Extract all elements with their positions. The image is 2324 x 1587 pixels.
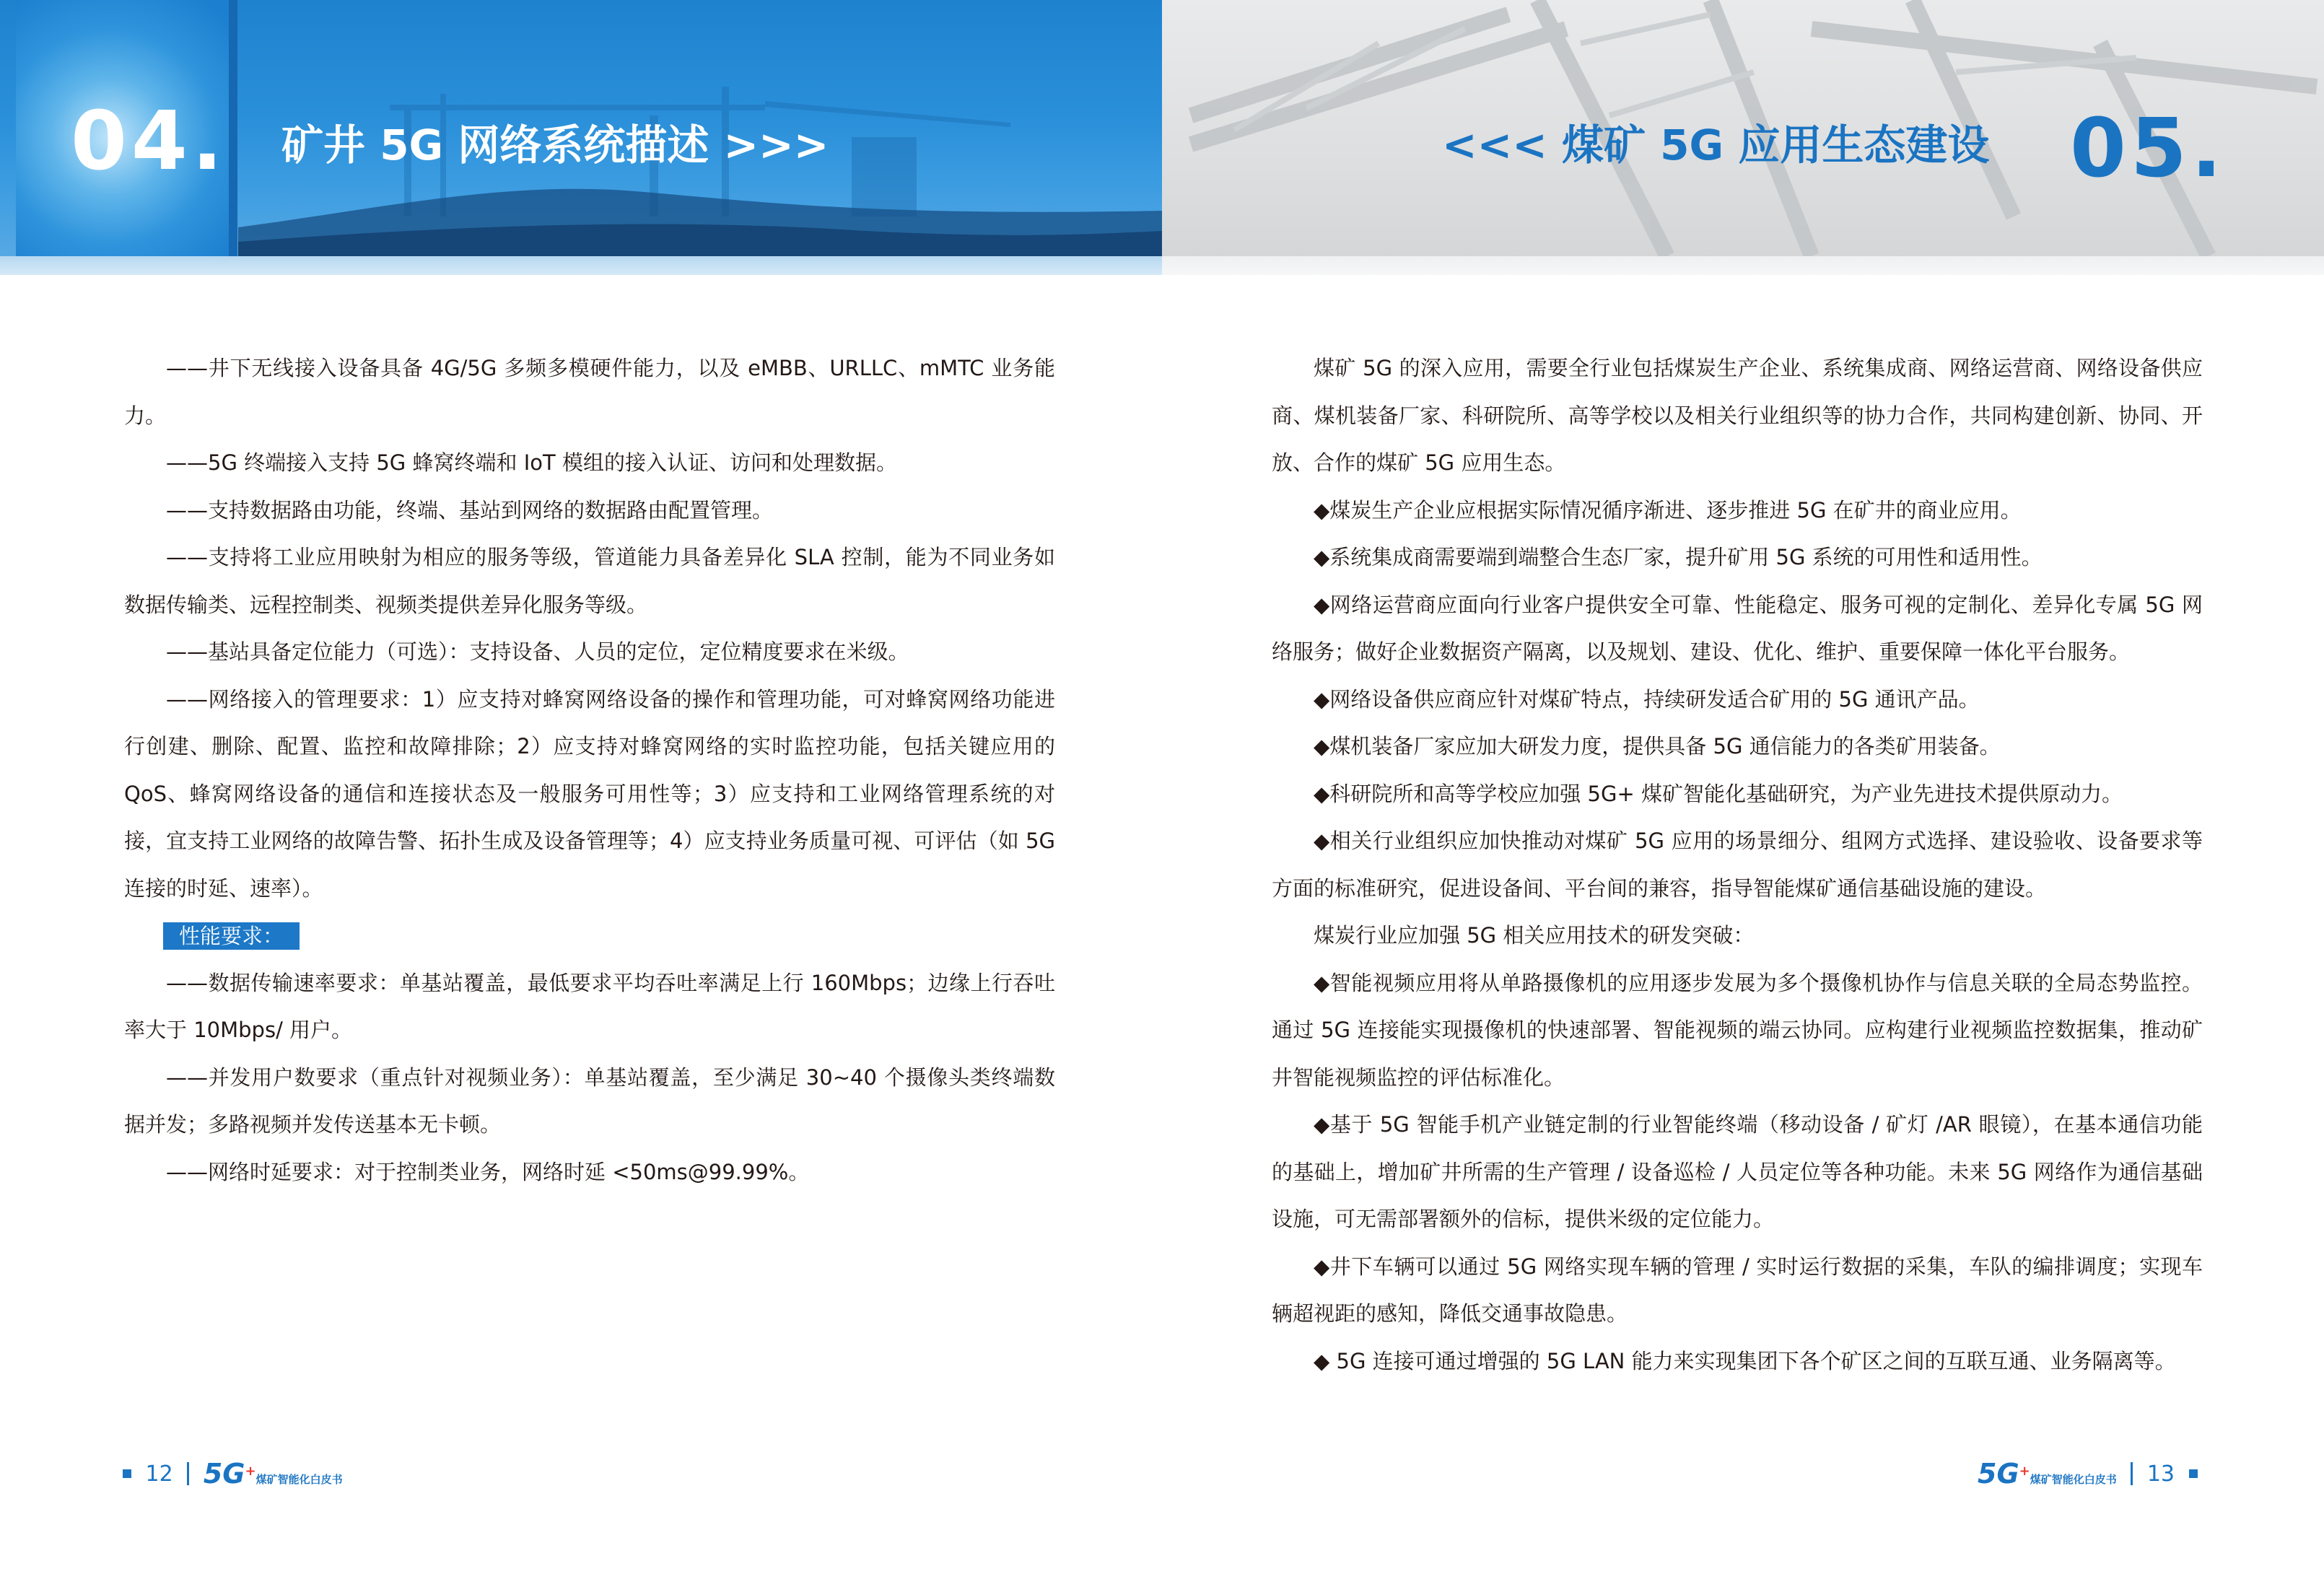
bullet-item: ◆科研院所和高等学校应加强 5G+ 煤矿智能化基础研究，为产业先进技术提供原动力。 [1314, 781, 2123, 806]
paragraph: ——网络时延要求：对于控制类业务，网络时延 <50ms@99.99%。 [166, 1159, 810, 1184]
paragraph: ——并发用户数要求（重点针对视频业务）：单基站覆盖，至少满足 30~40 个摄像头类终端数据并发；多路视频并发传送基本无卡顿。 [124, 1064, 1055, 1137]
bullet-item: ◆网络运营商应面向行业客户提供安全可靠、性能稳定、服务可视的定制化、差异化专属 5G 网络服务；做好企业数据资产隔离，以及规划、建设、优化、维护、重要保障一体化平台服务。 [1272, 592, 2203, 664]
logo-text: 煤矿智能化白皮书 [255, 1473, 343, 1486]
divider [2131, 1462, 2133, 1485]
paragraph: ——网络接入的管理要求：1）应支持对蜂窝网络设备的操作和管理功能，可对蜂窝网络功能进行创建、删除、配置、监控和故障排除；2）应支持对蜂窝网络的实时监控功能，包括关键应用的 QoS、蜂窝网络设备的通信和连接状态及一般服务可用性等；3）应支持和工业网络管理系统的对接，宜支持工业网络的故障告警、拓扑生成及设备管理等；4）应支持业务质量可视、可评估（如 5G 连接的时延、速率）。 [124, 686, 1055, 901]
performance-tag-row [124, 912, 1055, 960]
left-page-body [124, 345, 1055, 1196]
logo-5g: 5G [1978, 1458, 2019, 1490]
paragraph: ——支持数据路由功能，终端、基站到网络的数据路由配置管理。 [166, 497, 774, 523]
whitepaper-logo [204, 1458, 343, 1490]
bullet-item: ◆网络设备供应商应针对煤矿特点，持续研发适合矿用的 5G 通讯产品。 [1314, 686, 1980, 712]
bullet-item: ◆煤炭生产企业应根据实际情况循序渐进、逐步推进 5G 在矿井的商业应用。 [1314, 497, 2022, 523]
square-icon [2189, 1469, 2198, 1478]
paragraph: ——数据传输速率要求：单基站覆盖，最低要求平均吞吐率满足上行 160Mbps；边缘上行吞吐率大于 10Mbps/ 用户。 [124, 970, 1055, 1042]
footer-right [1970, 1458, 2198, 1494]
page-number: 13 [2146, 1461, 2175, 1487]
paragraph: ——5G 终端接入支持 5G 蜂窝终端和 IoT 模组的接入认证、访问和处理数据。 [166, 450, 897, 475]
paragraph: ——基站具备定位能力（可选）：支持设备、人员的定位，定位精度要求在米级。 [166, 639, 909, 664]
section-title-right: <<< 煤矿 5G 应用生态建设 [1442, 121, 1990, 170]
bullet-item: ◆相关行业组织应加快推动对煤矿 5G 应用的场景细分、组网方式选择、建设验收、设备要求等方面的标准研究，促进设备间、平台间的兼容，指导智能煤矿通信基础设施的建设。 [1272, 829, 2203, 901]
section-number-05: 05. [2070, 102, 2227, 196]
logo-plus: + [245, 1464, 256, 1479]
bullet-item: ◆智能视频应用将从单路摄像机的应用逐步发展为多个摄像机协作与信息关联的全局态势监控。通过 5G 连接能实现摄像机的快速部署、智能视频的端云协同。应构建行业视频监控数据集，推动矿井智能视频监控的评估标准化。 [1272, 970, 2203, 1090]
logo-text: 煤矿智能化白皮书 [2030, 1473, 2117, 1486]
paragraph: 煤矿 5G 的深入应用，需要全行业包括煤炭生产企业、系统集成商、网络运营商、网络设备供应商、煤机装备厂家、科研院所、高等学校以及相关行业组织等的协力合作，共同构建创新、协同、开放、合作的煤矿 5G 应用生态。 [1272, 356, 2203, 475]
paragraph: ——支持将工业应用映射为相应的服务等级，管道能力具备差异化 SLA 控制，能为不同业务如数据传输类、远程控制类、视频类提供差异化服务等级。 [124, 545, 1055, 617]
divider [187, 1462, 189, 1485]
bullet-item: ◆ 5G 连接可通过增强的 5G LAN 能力来实现集团下各个矿区之间的互联互通、业务隔离等。 [1314, 1348, 2176, 1373]
page-number: 12 [145, 1461, 173, 1487]
paragraph: 煤炭行业应加强 5G 相关应用技术的研发突破： [1314, 923, 1755, 948]
footer-left [123, 1458, 350, 1494]
bullet-item: ◆基于 5G 智能手机产业链定制的行业智能终端（移动设备 / 矿灯 /AR 眼镜），在基本通信功能的基础上，增加矿井所需的生产管理 / 设备巡检 / 人员定位等各种功能。未来 5G 网络作为通信基础设施，可无需部署额外的信标，提供米级的定位能力。 [1272, 1112, 2203, 1231]
bullet-item: ◆系统集成商需要端到端整合生态厂家，提升矿用 5G 系统的可用性和适用性。 [1314, 545, 2043, 569]
bullet-item: ◆煤机装备厂家应加大研发力度，提供具备 5G 通信能力的各类矿用装备。 [1314, 734, 2001, 758]
logo-plus: + [2019, 1464, 2030, 1479]
performance-requirements-tag: 性能要求： [163, 922, 300, 950]
left-header-band [0, 256, 1162, 275]
square-icon [123, 1469, 131, 1478]
right-header-band [1162, 256, 2324, 275]
header-divider [229, 0, 237, 256]
section-title-left: 矿井 5G 网络系统描述 >>> [281, 121, 829, 170]
logo-5g: 5G [203, 1458, 245, 1490]
paragraph: ——井下无线接入设备具备 4G/5G 多频多模硬件能力，以及 eMBB、URLLC、mMTC 业务能力。 [124, 356, 1055, 428]
whitepaper-logo [1978, 1458, 2117, 1490]
right-page-body [1272, 345, 2203, 1385]
section-number-04: 04. [71, 95, 227, 188]
bullet-item: ◆井下车辆可以通过 5G 网络实现车辆的管理 / 实时运行数据的采集，车队的编排调度；实现车辆超视距的感知，降低交通事故隐患。 [1272, 1254, 2203, 1326]
